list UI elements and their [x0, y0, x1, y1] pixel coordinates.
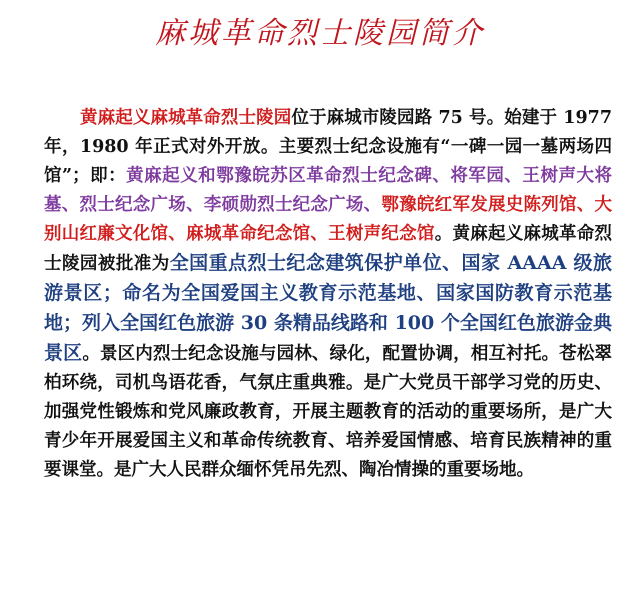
text-segment-cemetery-name: 黄麻起义麻城革命烈士陵园	[80, 108, 292, 128]
document-body	[44, 104, 612, 485]
text-segment-honors: 全国重点烈士纪念建筑保护单位、国家 AAAA 级旅游景区；命名为全国爱国主义教育示范基地、国家国防教育示范基地；列入全国红色旅游 30 条精品线路和 100 个全国红色旅游金典景区	[44, 252, 612, 364]
text-segment-approved: 。黄麻起义麻城革命烈士陵园被批准为	[44, 224, 613, 274]
text-segment-monuments: 黄麻起义和鄂豫皖苏区革命烈士纪念碑、将军园、王树声大将墓、烈士纪念广场、李硕勋烈士纪念广场、	[44, 166, 612, 215]
text-segment-location: 位于麻城市陵园路 75 号。始建于 1977 年，1980 年正式对外开放。主要烈士纪念设施有“一碑一园一墓两场四馆”；即：	[44, 108, 612, 186]
text-segment-halls: 鄂豫皖红军发展史陈列馆、大别山红廉文化馆、麻城革命纪念馆、王树声纪念馆	[44, 195, 613, 244]
document-title: 麻城革命烈士陵园简介	[155, 16, 485, 51]
text-segment-description: 。景区内烈士纪念设施与园林、绿化，配置协调，相互衬托。苍松翠柏环绕，司机鸟语花香，气氛庄重典雅。是广大党员干部学习党的历史、加强党性锻炼和党风廉政教育，开展主题教育的活动的重要场所，是广大青少年开展爱国主义和革命传统教育、培养爱国情感、培育民族精神的重要课堂。是广大人民群众缅怀凭吊先烈、陶冶情操的重要场地。	[44, 344, 612, 480]
